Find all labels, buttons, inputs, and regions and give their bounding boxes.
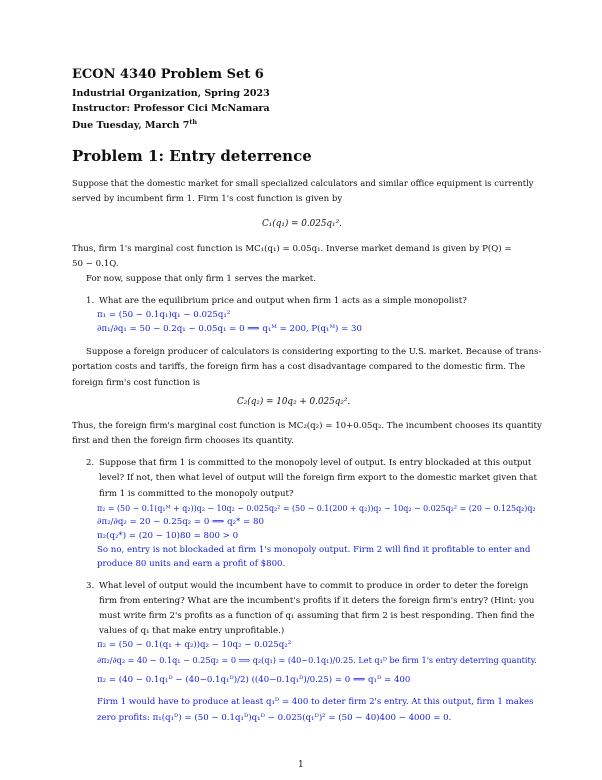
intro-line-1: Suppose that the domestic market for small specialized calculators and similar office equipment is currently — [72, 178, 534, 188]
timing-line: first and then the foreign firm chooses its quantity. — [72, 436, 294, 446]
q3-answer-deterrence: π₂ = (40 − 0.1q₁ᴰ − (40−0.1q₁ᴰ)/2) ((40−0.1q₁ᴰ)/0.25) = 0 ⟹ q₁ᴰ = 400 — [97, 675, 411, 685]
q2-answer-foc: ∂π₂/∂q₂ = 20 − 0.25q₂ = 0 ⟹ q₂* = 80 — [97, 517, 264, 527]
due-date — [72, 118, 197, 131]
instructor-line: Instructor: Professor Cici McNamara — [72, 103, 270, 114]
question-3-line-3: must write firm 2's profits as a function of q₁ assuming that firm 2 is best responding. Then find the — [99, 611, 535, 621]
section-title: Problem 1: Entry deterrence — [72, 147, 312, 165]
course-subtitle: Industrial Organization, Spring 2023 — [72, 88, 270, 99]
question-2-line-2: level? If not, then what level of output will the foreign firm export to the domestic market given that — [99, 473, 537, 483]
question-2-line-3: firm 1 is committed to the monopoly output? — [99, 489, 294, 499]
q2-answer-conclusion-2: produce 80 units and earn a profit of $800. — [97, 559, 286, 569]
firm2-marginal-cost-line: Thus, the foreign firm's marginal cost function is MC₂(q₂) = 10+0.05q₂. The incumbent chooses its quantity — [72, 421, 542, 431]
q3-answer-foc: ∂π₂/∂q₂ = 40 − 0.1q₁ − 0.25q₂ = 0 ⟹ q₂(q₁) = (40−0.1q₁)/0.25. Let q₁ᴰ be firm 1's entry deterring quantity. — [97, 655, 537, 665]
q1-answer-foc: ∂π₁/∂q₁ = 50 − 0.2q₁ − 0.05q₁ = 0 ⟹ q₁ᴹ = 200, P(q₁ᴹ) = 30 — [97, 324, 362, 334]
q3-answer-conclusion-2: zero profits: π₁(q₁ᴰ) = (50 − 0.1q₁ᴰ)q₁ᴰ − 0.025(q₁ᴰ)² = (50 − 40)400 − 4000 = 0. — [97, 713, 452, 723]
q1-answer-profit: π₁ = (50 − 0.1q₁)q₁ − 0.025q₁² — [97, 310, 231, 320]
course-title: ECON 4340 Problem Set 6 — [72, 67, 264, 82]
page-number: 1 — [298, 760, 304, 770]
firm1-marginal-cost-line: Thus, firm 1's marginal cost function is MC₁(q₁) = 0.05q₁. Inverse market demand is given by P(Q) = — [72, 244, 512, 254]
question-3-number: 3. — [86, 581, 95, 591]
question-1-text: What are the equilibrium price and output when firm 1 acts as a simple monopolist? — [99, 296, 467, 306]
question-2-line-1: Suppose that firm 1 is committed to the monopoly level of output. Is entry blockaded at this output — [99, 458, 532, 468]
q2-answer-profit-value: π₂(q₂*) = (20 − 10)80 = 800 > 0 — [97, 531, 239, 541]
question-1-number: 1. — [86, 296, 95, 306]
firm1-cost-function: C₁(q₁) = 0.025q₁². — [262, 219, 342, 229]
foreign-line-1: Suppose a foreign producer of calculators is considering exporting to the U.S. market. Because of trans- — [86, 347, 542, 357]
q2-answer-profit: π₂ = (50 − 0.1(q₁ᴹ + q₂))q₂ − 10q₂ − 0.025q₂² = (50 − 0.1(200 + q₂))q₂ − 10q₂ − 0.025q₂² = (20 − 0.125q₂)q₂ — [97, 504, 536, 513]
q3-answer-conclusion-1: Firm 1 would have to produce at least q₁ᴰ = 400 to deter firm 2's entry. At this output, firm 1 makes — [97, 697, 534, 707]
inverse-demand-line: 50 − 0.1Q. — [72, 259, 119, 269]
monopoly-assumption: For now, suppose that only firm 1 serves the market. — [86, 274, 316, 284]
foreign-line-2: portation costs and tariffs, the foreign firm has a cost disadvantage compared to the domestic firm. The — [72, 362, 526, 372]
question-3-line-2: firm from entering? What are the incumbent's profits if it deters the foreign firm's entry? (Hint: you — [99, 596, 535, 606]
due-date-text: Due Tuesday, March 7 — [72, 120, 190, 132]
q2-answer-conclusion-1: So no, entry is not blockaded at firm 1's monopoly output. Firm 2 will find it profitable to enter and — [97, 545, 531, 555]
due-date-superscript: th — [189, 118, 198, 126]
question-3-line-1: What level of output would the incumbent have to commit to produce in order to deter the foreign — [99, 581, 529, 591]
question-3-line-4: values of q₁ that make entry unprofitable.) — [99, 626, 285, 636]
question-2-number: 2. — [86, 458, 95, 468]
q3-answer-profit: π₂ = (50 − 0.1(q₁ + q₂))q₂ − 10q₂ − 0.025q₂² — [97, 640, 292, 650]
firm2-cost-function: C₂(q₂) = 10q₂ + 0.025q₂². — [237, 397, 351, 407]
foreign-line-3: foreign firm's cost function is — [72, 378, 201, 388]
intro-line-2: served by incumbent firm 1. Firm 1's cost function is given by — [72, 194, 343, 204]
